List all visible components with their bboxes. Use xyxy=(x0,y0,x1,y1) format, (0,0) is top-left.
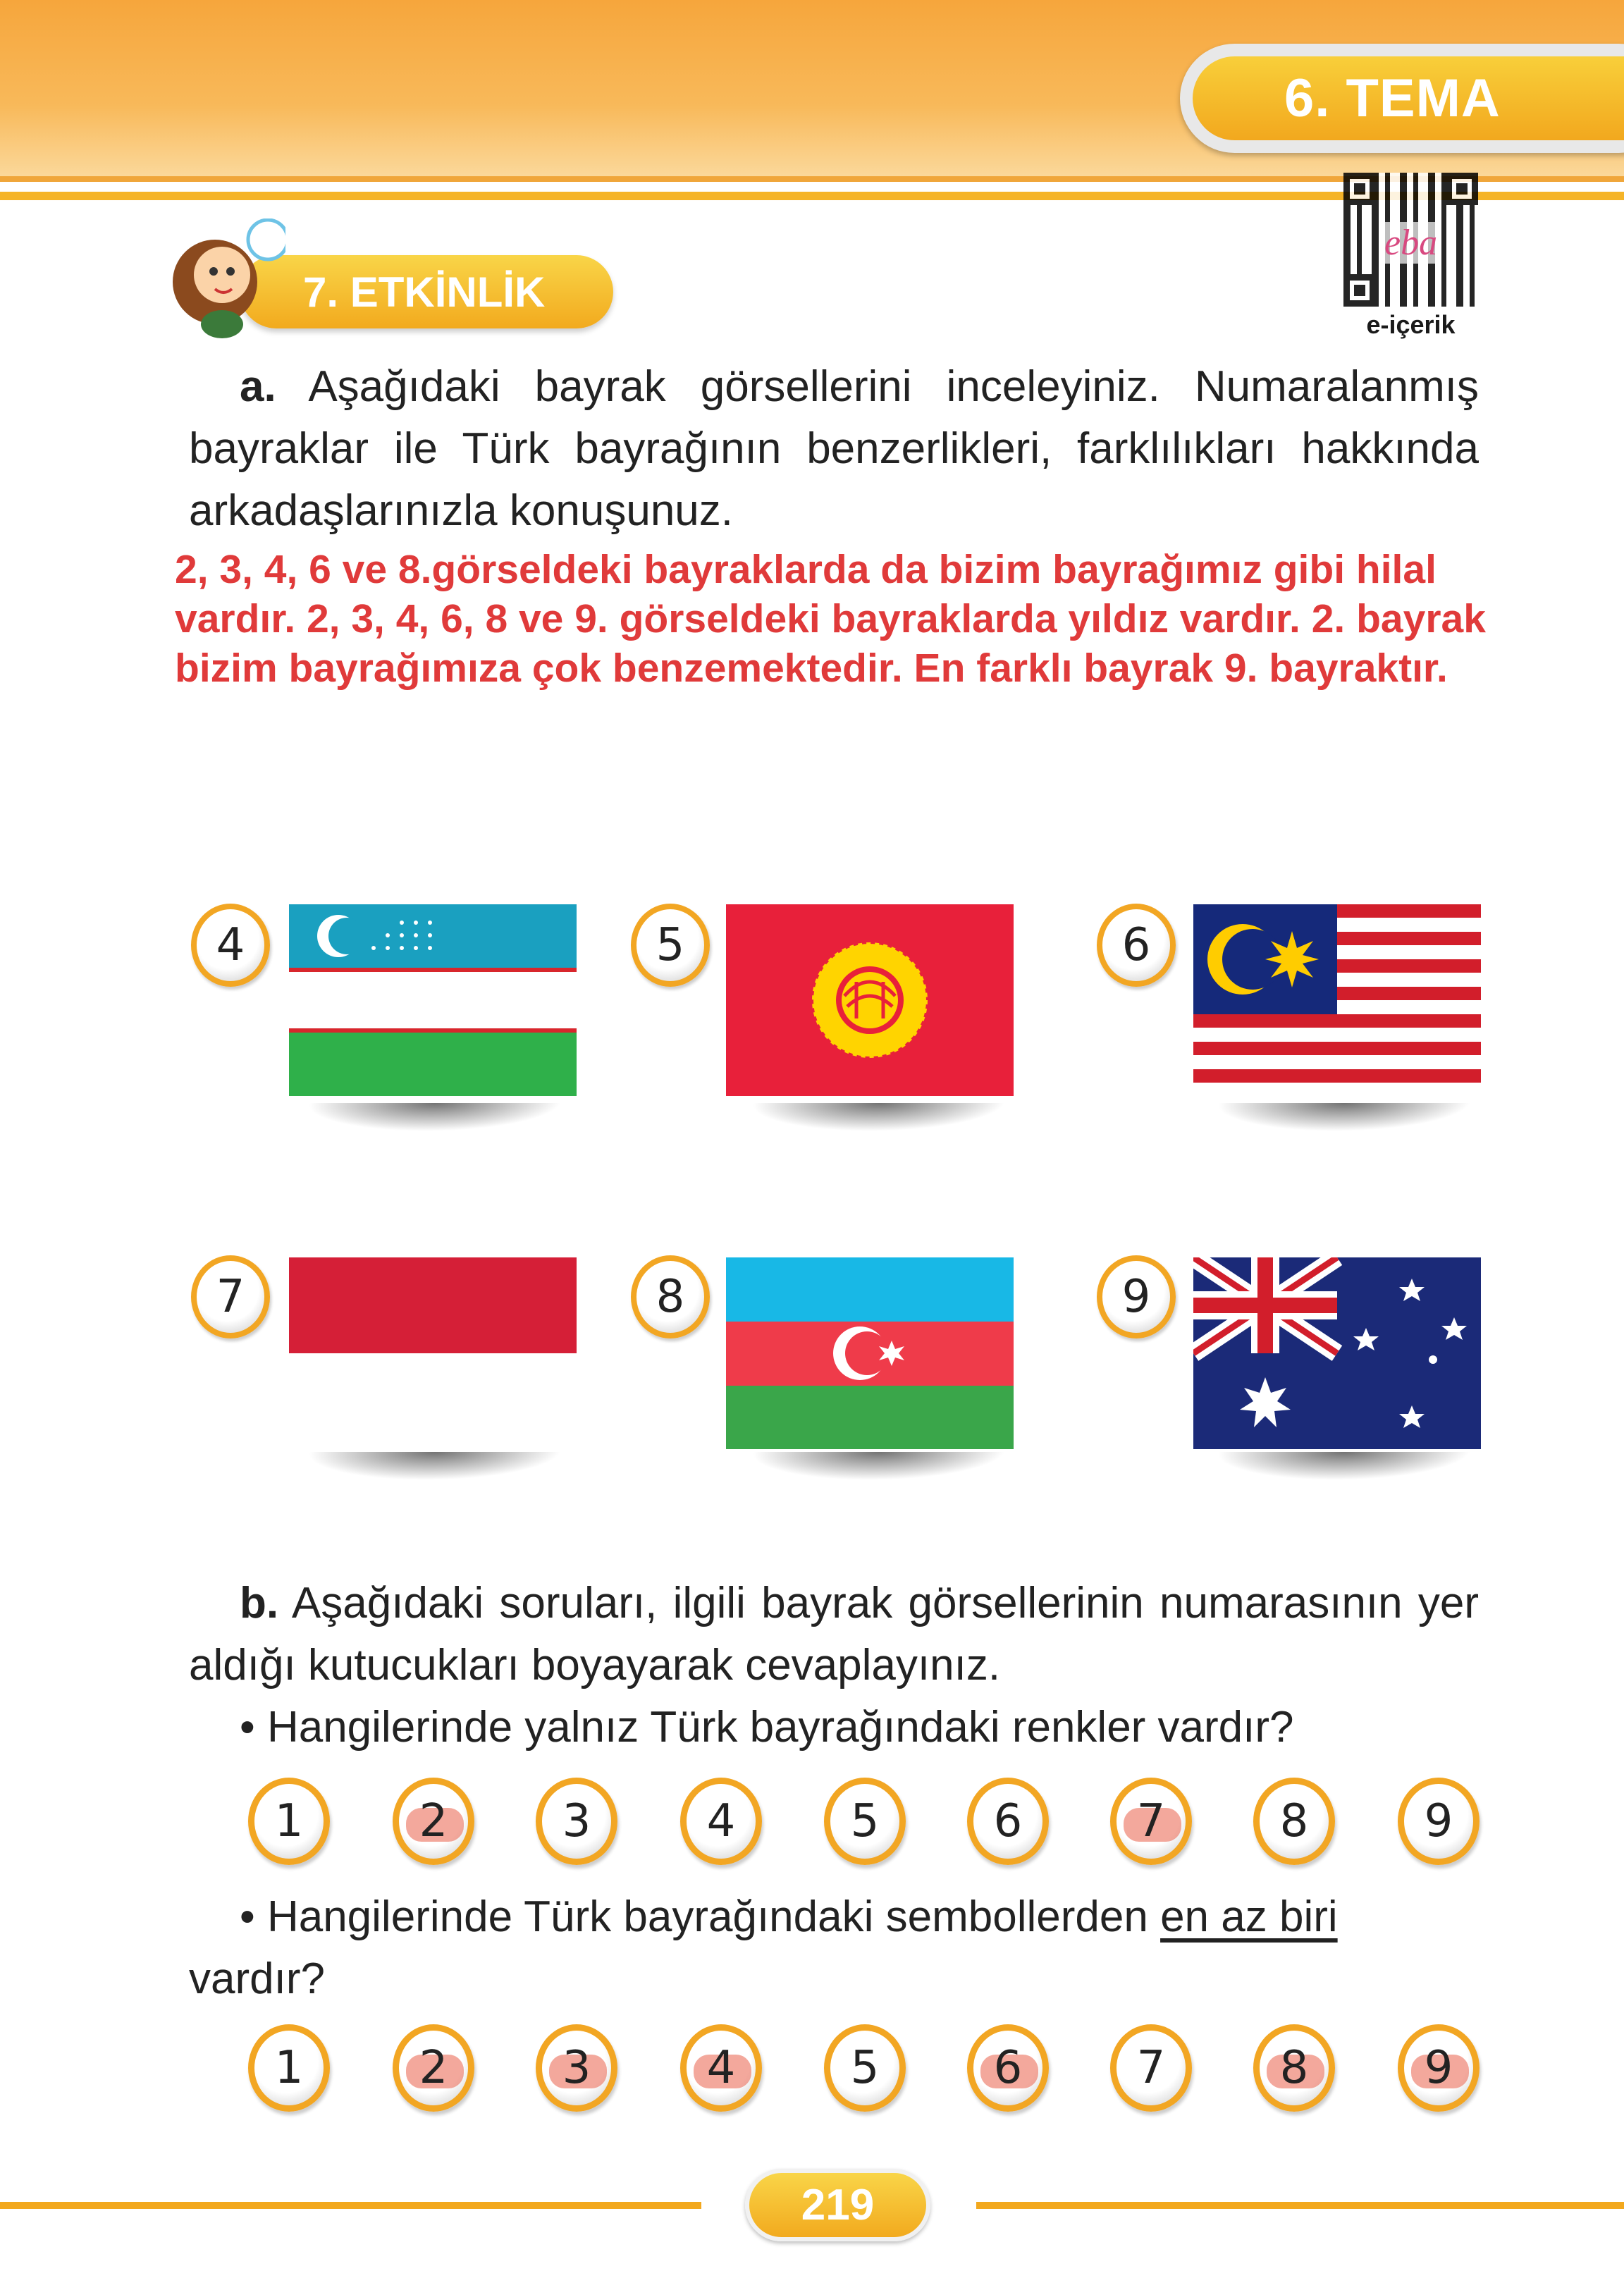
part-a-block xyxy=(175,356,1486,693)
kyrgyzstan-flag-icon xyxy=(726,904,1014,1096)
answer-option[interactable] xyxy=(393,1778,474,1865)
flag-number: 7 xyxy=(191,1255,270,1338)
answer-option-number: 4 xyxy=(706,1795,736,1847)
part-a-letter: a. xyxy=(240,362,276,411)
footer-line xyxy=(976,2202,1624,2209)
answer-option-number: 9 xyxy=(1424,2042,1453,2094)
answer-option[interactable] xyxy=(824,1778,906,1865)
part-b-instruction xyxy=(189,1572,1479,1697)
qr-finder xyxy=(1343,274,1376,307)
question-2-emphasis: en az biri xyxy=(1160,1892,1338,1941)
answer-option[interactable] xyxy=(680,1778,762,1865)
page-number xyxy=(745,2169,930,2241)
indonesia-flag-icon xyxy=(289,1257,577,1449)
qr-label: e-içerik xyxy=(1366,310,1456,339)
answer-option-number: 8 xyxy=(1279,1795,1309,1847)
theme-badge xyxy=(1180,44,1624,153)
mascot-girl-icon xyxy=(166,218,285,338)
malaysia-flag-icon xyxy=(1193,904,1481,1096)
answer-option[interactable] xyxy=(248,2024,330,2112)
answer-option[interactable] xyxy=(1253,1778,1335,1865)
page-number-text: 219 xyxy=(801,2181,875,2229)
flag-shadow xyxy=(742,1103,1007,1131)
answer-option[interactable] xyxy=(967,1778,1049,1865)
answer-option-number: 5 xyxy=(850,1795,880,1847)
answer-option[interactable] xyxy=(1398,1778,1480,1865)
answer-option-number: 2 xyxy=(419,1795,448,1847)
theme-label: 6. TEMA xyxy=(1193,56,1624,140)
answer-option-number: 5 xyxy=(850,2042,880,2094)
answer-option-number: 4 xyxy=(706,2042,736,2094)
question-2 xyxy=(189,1886,1479,2010)
answer-option-number: 3 xyxy=(562,1795,591,1847)
qr-finder xyxy=(1446,173,1478,205)
flag-shadow xyxy=(742,1452,1007,1480)
activity-title: 7. ETKİNLİK xyxy=(303,268,546,316)
flag-number: 5 xyxy=(631,904,710,987)
answer-option[interactable] xyxy=(680,2024,762,2112)
answer-option-number: 7 xyxy=(1136,2042,1166,2094)
answer-option[interactable] xyxy=(536,2024,617,2112)
answer-option[interactable] xyxy=(393,2024,474,2112)
answer-option-number: 9 xyxy=(1424,1795,1453,1847)
answer-option[interactable] xyxy=(1110,2024,1192,2112)
qr-finder xyxy=(1343,173,1376,205)
answer-option[interactable] xyxy=(536,1778,617,1865)
answer-option[interactable] xyxy=(1253,2024,1335,2112)
answer-option-number: 7 xyxy=(1136,1795,1166,1847)
question-2-text: Hangilerinde Türk bayrağındaki sembollerden xyxy=(266,1892,1161,1941)
azerbaijan-flag-icon xyxy=(726,1257,1014,1449)
handwritten-answer: 2, 3, 4, 6 ve 8.görseldeki bayraklarda da bizim bayrağımız gibi hilal vardır. 2, 3, 4, 6, 8 ve 9. görseldeki bayraklarda yıldız vardır. 2. bayrak bizim bayrağımıza çok benzemektedir. En farklı bayrak 9. bayraktır. xyxy=(175,547,1486,691)
qr-code[interactable] xyxy=(1343,173,1478,307)
answer-option-number: 6 xyxy=(993,2042,1023,2094)
flag-number: 9 xyxy=(1097,1255,1176,1338)
answer-option-number: 1 xyxy=(274,1795,304,1847)
australia-flag-icon xyxy=(1193,1257,1481,1449)
flag-shadow xyxy=(298,1103,562,1131)
answer-option[interactable] xyxy=(967,2024,1049,2112)
flag-shadow xyxy=(1207,1103,1472,1131)
footer-line xyxy=(0,2202,701,2209)
part-a-instruction xyxy=(189,356,1479,542)
part-a-text: Aşağıdaki bayrak görsellerini inceleyiniz. Numaralanmış bayraklar ile Türk bayrağının benzerlikleri, farklılıkları hakkında arkadaşlarınızla konuşunuz. xyxy=(189,362,1479,535)
answer-option-number: 6 xyxy=(993,1795,1023,1847)
question-2-continuation: vardır? xyxy=(189,1954,325,2003)
flag-number: 6 xyxy=(1097,904,1176,987)
flag-shadow xyxy=(1207,1452,1472,1480)
answer-option-number: 8 xyxy=(1279,2042,1309,2094)
flag-number: 8 xyxy=(631,1255,710,1338)
answer-option-number: 3 xyxy=(562,2042,591,2094)
part-b-text: Aşağıdaki soruları, ilgili bayrak görsellerinin numarasının yer aldığı kutucukları boyayarak cevaplayınız. xyxy=(189,1579,1479,1689)
answer-option[interactable] xyxy=(1110,1778,1192,1865)
activity-badge xyxy=(240,255,613,328)
uzbekistan-flag-icon xyxy=(289,904,577,1096)
flag-shadow xyxy=(298,1452,562,1480)
answer-option[interactable] xyxy=(248,1778,330,1865)
flag-number: 4 xyxy=(191,904,270,987)
answer-option[interactable] xyxy=(824,2024,906,2112)
part-b-block xyxy=(189,1572,1479,1759)
part-b-letter: b. xyxy=(240,1579,279,1627)
answer-option[interactable] xyxy=(1398,2024,1480,2112)
question-2-paragraph: • Hangilerinde Türk bayrağındaki sembollerden en az biri vardır? xyxy=(189,1892,1338,2003)
answer-option-number: 2 xyxy=(419,2042,448,2094)
eba-logo: eba xyxy=(1380,222,1441,264)
question-1-text: Hangilerinde yalnız Türk bayrağındaki renkler vardır? xyxy=(266,1703,1294,1752)
question-1: • Hangilerinde yalnız Türk bayrağındaki renkler vardır? xyxy=(240,1703,1294,1752)
answer-option-number: 1 xyxy=(274,2042,304,2094)
